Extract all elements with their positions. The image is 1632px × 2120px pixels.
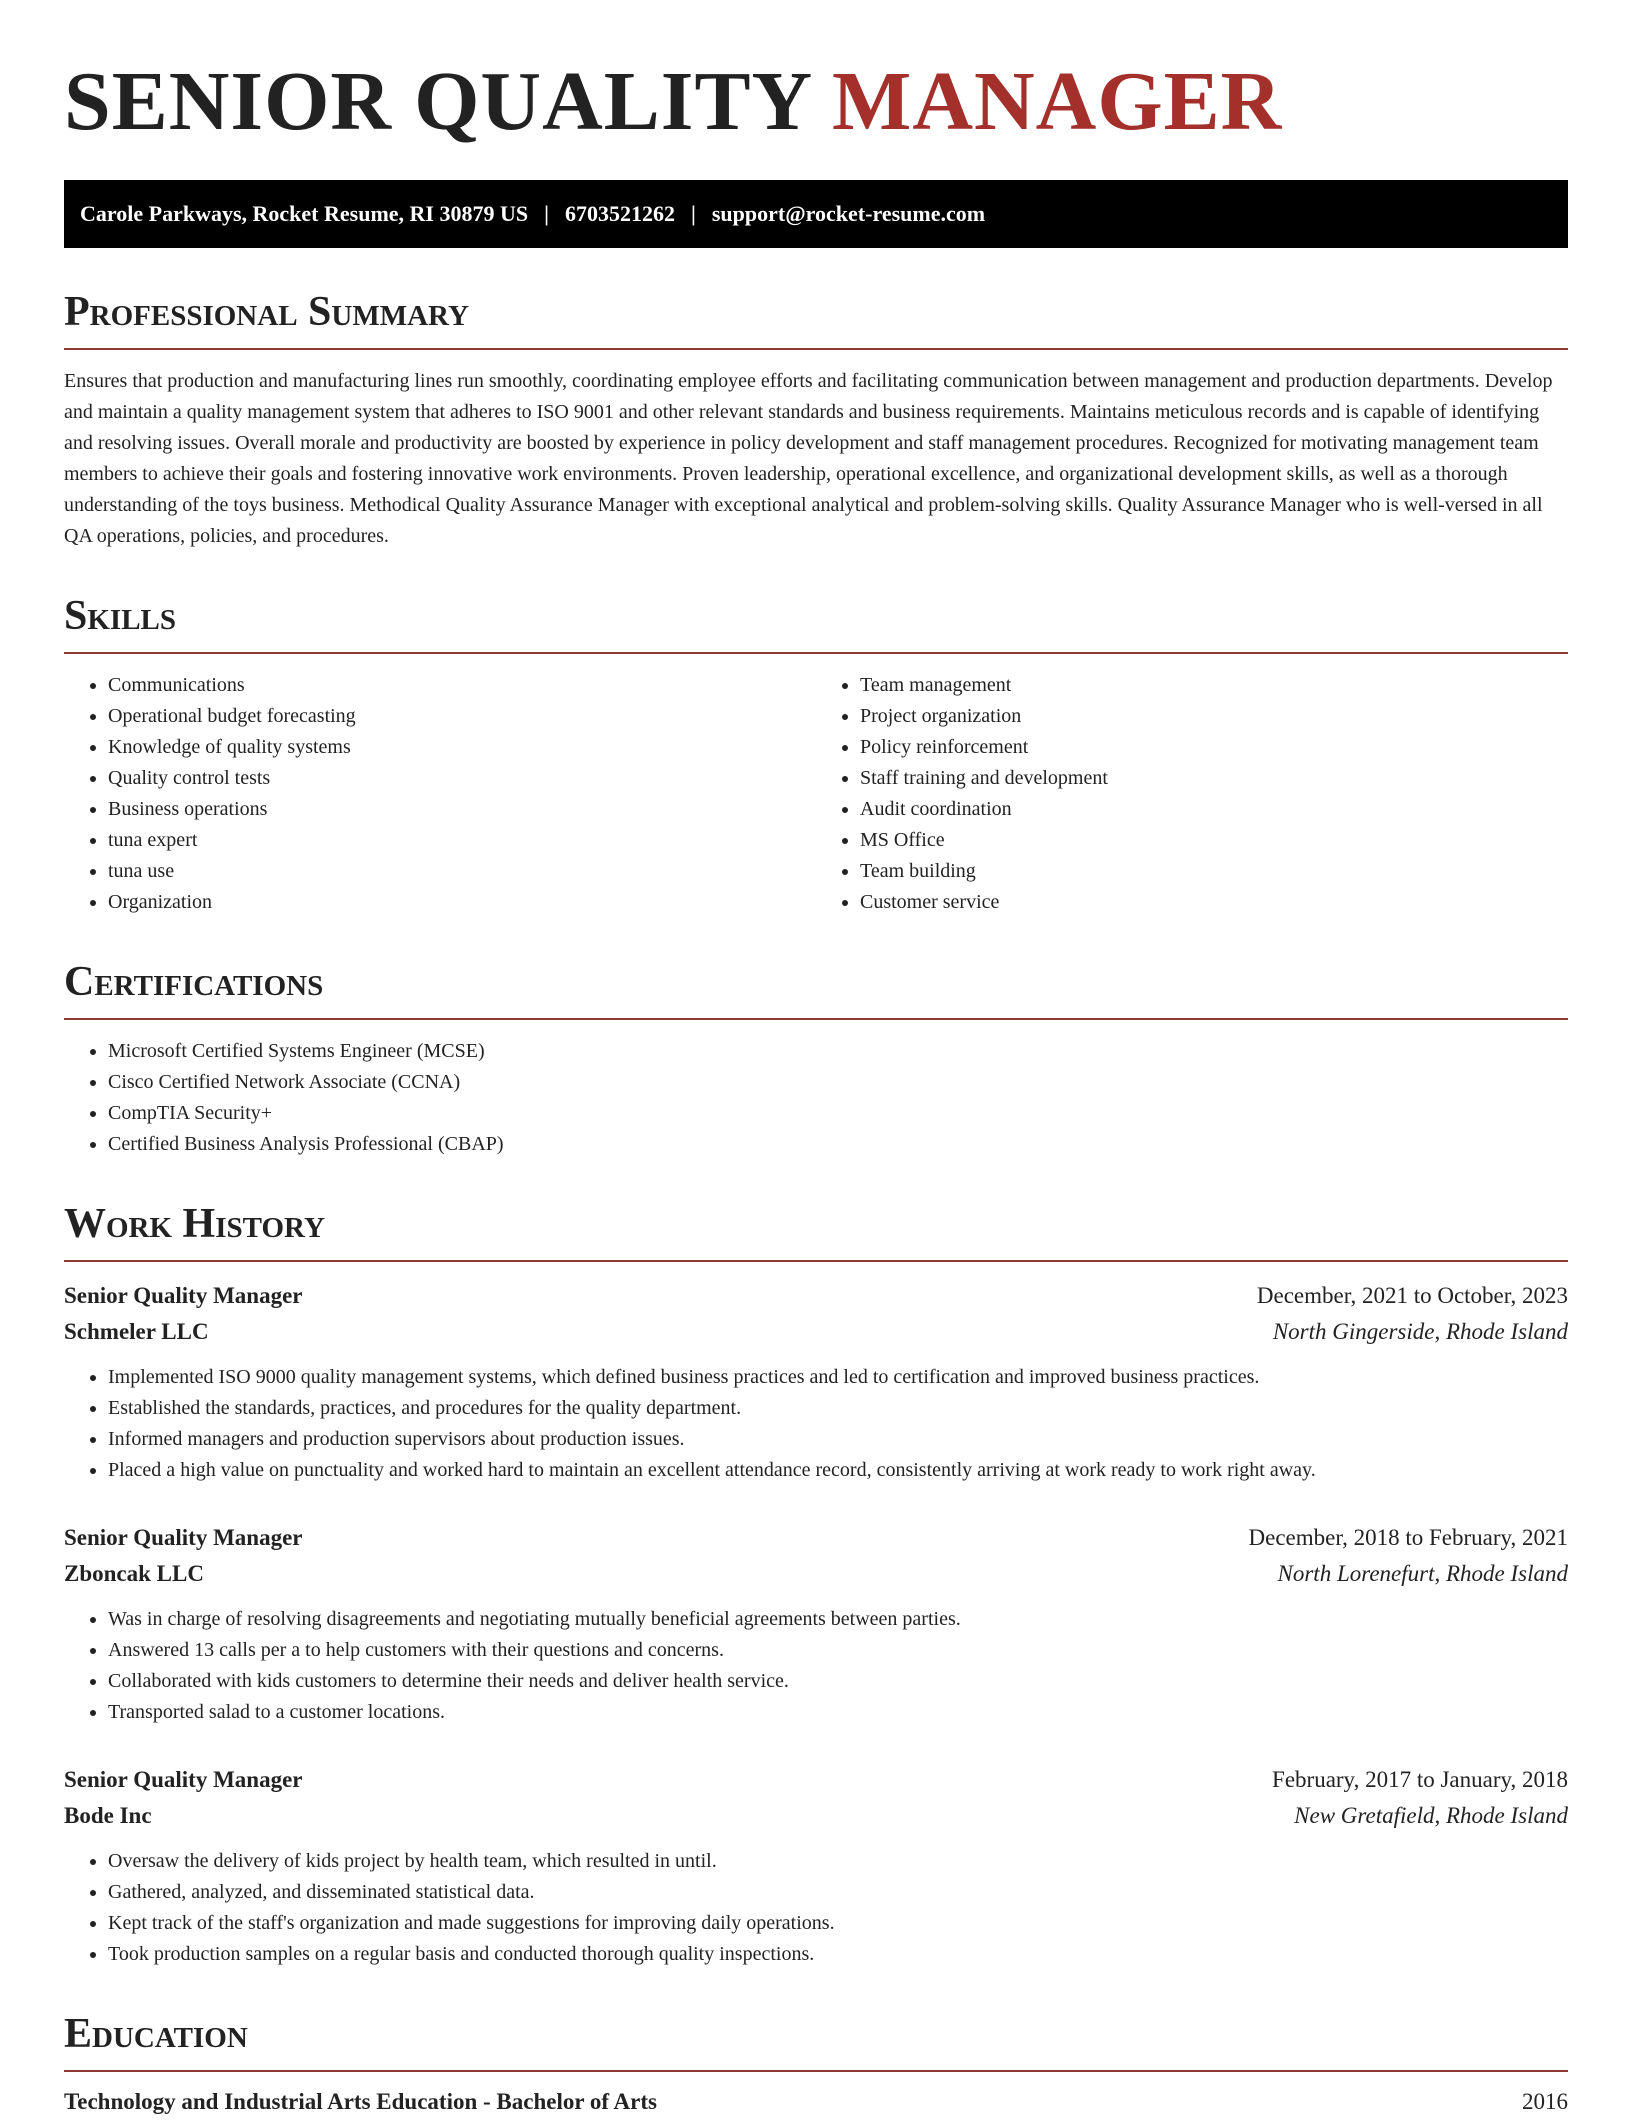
skill-item: • Organization (108, 887, 816, 918)
job-entry (64, 1762, 1568, 1970)
job-location: North Gingerside, Rhode Island (1272, 1319, 1568, 1344)
skill-item: • Customer service (860, 887, 1568, 918)
job-bullet: • Established the standards, practices, and procedures for the quality department. (108, 1393, 1568, 1424)
job-bullet: • Was in charge of resolving disagreements and negotiating mutually beneficial agreements between parties. (108, 1604, 1568, 1635)
skills-list-right (816, 670, 1568, 918)
education-degree: Technology and Industrial Arts Education - Bachelor of Arts (64, 2089, 657, 2114)
title-accent: MANAGER (832, 55, 1283, 148)
job-bullet: • Transported salad to a customer locations. (108, 1697, 1568, 1728)
job-company: Schmeler LLC (64, 1319, 209, 1344)
job-bullet: • Collaborated with kids customers to determine their needs and deliver health service. (108, 1666, 1568, 1697)
resume-title (64, 0, 1568, 152)
job-dates: February, 2017 to January, 2018 (1272, 1767, 1568, 1792)
skill-item: • tuna expert (108, 825, 816, 856)
job-title: Senior Quality Manager (64, 1525, 303, 1550)
job-bullet: • Oversaw the delivery of kids project by health team, which resulted in until. (108, 1846, 1568, 1877)
job-dates: December, 2018 to February, 2021 (1248, 1525, 1568, 1550)
contact-phone: 6703521262 (564, 201, 675, 226)
certifications-section (64, 958, 1568, 1160)
skill-item: • MS Office (860, 825, 1568, 856)
work-history-heading: Work History (64, 1200, 1568, 1262)
education-year: 2016 (1522, 2089, 1568, 2114)
job-bullets (64, 1362, 1568, 1486)
job-bullet: • Placed a high value on punctuality and worked hard to maintain an excellent attendance record, consistently arriving at work ready to work right away. (108, 1455, 1568, 1486)
certification-item: • Certified Business Analysis Professional (CBAP) (108, 1129, 1568, 1160)
job-title: Senior Quality Manager (64, 1767, 303, 1792)
contact-address: Carole Parkways, Rocket Resume, RI 30879 US (80, 201, 529, 226)
work-history-section (64, 1200, 1568, 1970)
skill-item: • Project organization (860, 701, 1568, 732)
job-header-row (64, 1762, 1568, 1798)
job-bullet: • Kept track of the staff's organization and made suggestions for improving daily operations. (108, 1908, 1568, 1939)
education-row (64, 2084, 1568, 2120)
job-company-row (64, 1798, 1568, 1834)
summary-heading: Professional Summary (64, 288, 1568, 350)
title-main: SENIOR QUALITY (64, 55, 811, 148)
contact-separator: | (690, 201, 696, 226)
skills-list-left (64, 670, 816, 918)
job-bullet: • Implemented ISO 9000 quality management systems, which defined business practices and led to certification and improved business practices. (108, 1362, 1568, 1393)
certification-item: • Cisco Certified Network Associate (CCNA) (108, 1067, 1568, 1098)
job-bullets (64, 1846, 1568, 1970)
job-location: New Gretafield, Rhode Island (1294, 1803, 1568, 1828)
job-bullet: • Answered 13 calls per a to help customers with their questions and concerns. (108, 1635, 1568, 1666)
job-entry (64, 1520, 1568, 1728)
job-company: Zboncak LLC (64, 1561, 204, 1586)
skills-heading: Skills (64, 592, 1568, 654)
skills-section (64, 592, 1568, 918)
contact-bar (64, 180, 1568, 248)
contact-email: support@rocket-resume.com (711, 201, 986, 226)
skills-grid (64, 654, 1568, 918)
job-header-row (64, 1520, 1568, 1556)
skill-item: • Knowledge of quality systems (108, 732, 816, 763)
job-company: Bode Inc (64, 1803, 152, 1828)
contact-separator: | (544, 201, 549, 226)
summary-section (64, 288, 1568, 552)
certifications-list (64, 1036, 1568, 1160)
skill-item: • Team building (860, 856, 1568, 887)
skill-item: • Quality control tests (108, 763, 816, 794)
skill-item: • Communications (108, 670, 816, 701)
job-location: North Lorenefurt, Rhode Island (1277, 1561, 1568, 1586)
skill-item: • Team management (860, 670, 1568, 701)
skill-item: • Audit coordination (860, 794, 1568, 825)
skill-item: • Operational budget forecasting (108, 701, 816, 732)
job-entry (64, 1278, 1568, 1486)
job-bullet: • Informed managers and production supervisors about production issues. (108, 1424, 1568, 1455)
certifications-heading: Certifications (64, 958, 1568, 1020)
job-company-row (64, 1556, 1568, 1592)
education-heading: Education (64, 2010, 1568, 2072)
job-bullet: • Took production samples on a regular basis and conducted thorough quality inspections. (108, 1939, 1568, 1970)
job-company-row (64, 1314, 1568, 1350)
education-section (64, 2010, 1568, 2120)
job-bullets (64, 1604, 1568, 1728)
skill-item: • tuna use (108, 856, 816, 887)
job-header-row (64, 1278, 1568, 1314)
certification-item: • Microsoft Certified Systems Engineer (MCSE) (108, 1036, 1568, 1067)
job-dates: December, 2021 to October, 2023 (1256, 1283, 1568, 1308)
skill-item: • Staff training and development (860, 763, 1568, 794)
job-bullet: • Gathered, analyzed, and disseminated statistical data. (108, 1877, 1568, 1908)
skill-item: • Business operations (108, 794, 816, 825)
skill-item: • Policy reinforcement (860, 732, 1568, 763)
certification-item: • CompTIA Security+ (108, 1098, 1568, 1129)
summary-text: Ensures that production and manufacturing lines run smoothly, coordinating employee efforts and facilitating communication between management and production departments. Develop and maintain a quality management system that adheres to ISO 9001 and other relevant standards and business requirements. Maintains meticulous records and is capable of identifying and resolving issues. Overall morale and productivity are boosted by experience in policy development and staff management procedures. Recognized for motivating management team members to achieve their goals and fostering innovative work environments. Proven leadership, operational excellence, and organizational development skills, as well as a thorough understanding of the toys business. Methodical Quality Assurance Manager with exceptional analytical and problem-solving skills. Quality Assurance Manager who is well-versed in all QA operations, policies, and procedures. (64, 370, 1553, 547)
job-title: Senior Quality Manager (64, 1283, 303, 1308)
